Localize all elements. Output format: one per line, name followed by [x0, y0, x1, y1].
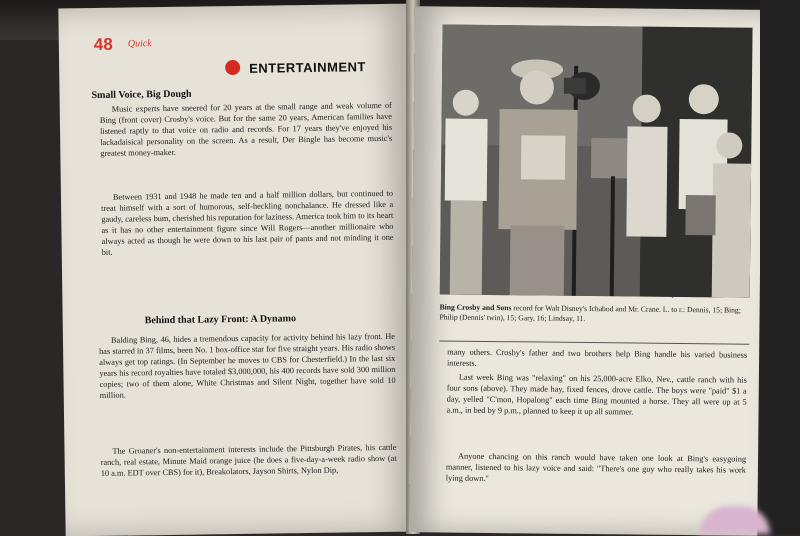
headline-lazy-front: Behind that Lazy Front: A Dynamo — [144, 313, 296, 327]
right-page — [409, 6, 762, 536]
paragraph-1: Music experts have sneered for 20 years at the small range and weak volume of Bing (front cover) Crosby's voice. But for the same 20 years, American families have listened raptly to that voice on radio and records. For 17 years they've enjoyed his lackadaisical personality on the screen. As a result, Der Bingle has become music's greatest money-maker. — [99, 100, 393, 159]
running-head: Quick — [127, 38, 152, 50]
photo-illustration — [440, 24, 753, 300]
divider — [439, 340, 749, 344]
paragraph-2: Between 1931 and 1948 he made ten and a half million dollars, but continued to treat himself with a sort of humorous, self-heckling nonchalance. He dressed like a gaudy, careless bum, cherished his reputation for laziness. America took him to its heart as it has no other entertainment figure since Will Rogers—another millionaire who always acted as though he were down to his last pair of pants and not minding it one bit. — [101, 188, 394, 258]
continued-paragraph-3: Anyone chancing on this ranch would have taken one look at Bing's easygoing manner, listened to his lazy voice and said: "There's one guy who really takes his work lying down." — [445, 451, 747, 484]
section-title: ENTERTAINMENT — [249, 59, 367, 76]
red-dot-icon — [225, 60, 240, 75]
left-page — [58, 4, 417, 536]
continued-paragraph-2: Last week Bing was "relaxing" on his 25,000-acre Elko, Nev., cattle ranch with his four sons (above). They made hay, fixed fences, drove cattle. The boys were "paid" $1 a day, yelled "C'mon, Hopalong" each time Bing mounted a horse. They all were up at 5 a.m., in bed by 9 p.m., planned to keep it up all summer. — [446, 372, 747, 417]
paragraph-3: Balding Bing, 46, hides a tremendous capacity for activity behind his lazy front. He has starred in 37 films, been No. 1 box-office star for five straight years. His radio shows always get top ratings. (In September he moves to CBS for Chesterfield.) In the last six years his record royalties have totaled $3,000,000, his 400 records have sold 300 million copies; two of them alone, White Christmas and Silent Night, together have sold 10 million. — [99, 331, 396, 401]
page-number: 48 — [93, 34, 113, 54]
photo-crosby-and-sons — [440, 24, 753, 300]
headline-small-voice: Small Voice, Big Dough — [91, 88, 192, 102]
paragraph-4: The Groaner's non-entertainment interests include the Pittsburgh Pirates, his cattle ranch, real estate, Minute Maid orange juice (he does a five-day-a-week radio show (at 10 a.m. EDT over CBS) for it), Breakolators, Jayson Shirts, Nylon Dip, — [100, 442, 397, 479]
caption-text: record for Walt Disney's Ichabod and Mr. Crane. L. to r.: Dennis, 15; Bing; Philip (Dennis' twin), 15; Gary, 16; Lindsay, 11. — [439, 303, 741, 323]
photo-credit: Quick Photo — [669, 292, 700, 300]
book-cover-edge — [760, 0, 800, 534]
caption-lead: Bing Crosby and Sons — [439, 302, 512, 313]
photo-caption — [439, 302, 749, 325]
continued-paragraph-1: many others. Crosby's father and two brothers help Bing handle his varied business interests. — [446, 347, 748, 368]
